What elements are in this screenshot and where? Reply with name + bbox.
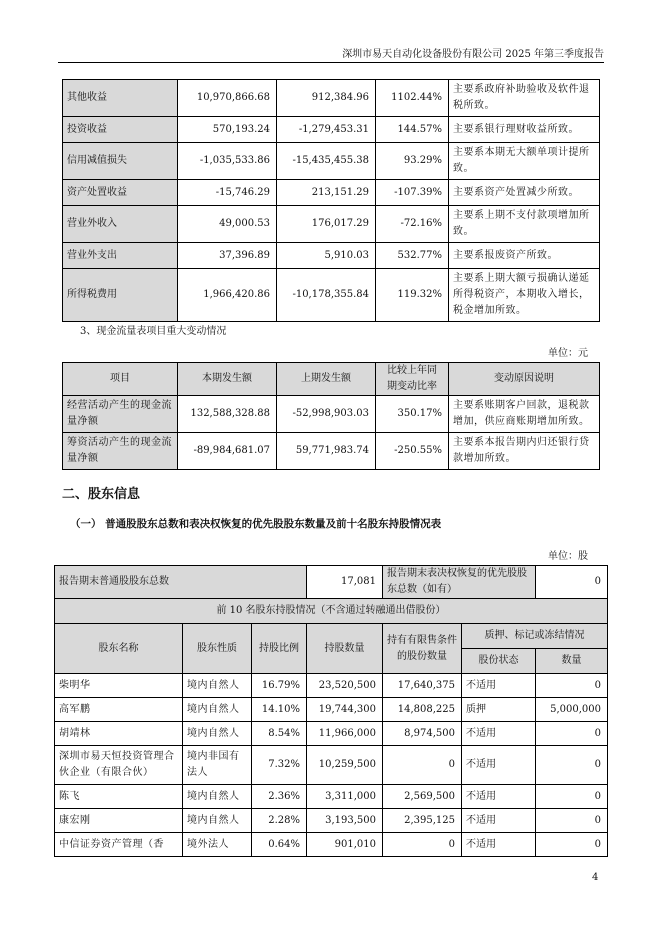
change-ratio: 93.29% bbox=[376, 143, 449, 180]
restricted-shares: 8,974,500 bbox=[383, 722, 462, 746]
change-reason: 主要系政府补助验收及软件退税所致。 bbox=[449, 80, 600, 117]
shareholder-name: 中信证券资产管理（香 bbox=[55, 833, 183, 857]
current-period-value: 37,396.89 bbox=[178, 243, 277, 269]
table-row bbox=[63, 269, 600, 322]
change-ratio: 119.32% bbox=[376, 269, 449, 322]
table-row bbox=[55, 746, 608, 785]
change-ratio: -72.16% bbox=[376, 206, 449, 243]
change-reason: 主要系银行理财收益所致。 bbox=[449, 117, 600, 143]
restricted-shares: 14,808,225 bbox=[383, 698, 462, 722]
shareholder-nature: 境内自然人 bbox=[183, 698, 252, 722]
table-row bbox=[63, 117, 600, 143]
col-header-current: 本期发生额 bbox=[178, 363, 277, 396]
shareholder-name: 高军鹏 bbox=[55, 698, 183, 722]
col-header-item: 项目 bbox=[63, 363, 178, 396]
prior-period-value: -52,998,903.03 bbox=[277, 396, 376, 433]
holding-ratio: 2.36% bbox=[252, 785, 307, 809]
holding-ratio: 7.32% bbox=[252, 746, 307, 785]
change-reason: 主要系报废资产所致。 bbox=[449, 243, 600, 269]
table-row bbox=[63, 143, 600, 180]
holding-shares: 10,259,500 bbox=[307, 746, 383, 785]
cashflow-unit: 单位：元 bbox=[548, 348, 588, 359]
restricted-shares: 0 bbox=[383, 833, 462, 857]
change-ratio: 532.77% bbox=[376, 243, 449, 269]
change-ratio: 144.57% bbox=[376, 117, 449, 143]
pledge-status: 不适用 bbox=[462, 809, 536, 833]
pledge-quantity: 5,000,000 bbox=[536, 698, 608, 722]
table-row bbox=[55, 809, 608, 833]
holding-shares: 19,744,300 bbox=[307, 698, 383, 722]
shareholder-name: 柴明华 bbox=[55, 674, 183, 698]
row-item-label: 信用减值损失 bbox=[63, 143, 178, 180]
change-ratio: -107.39% bbox=[376, 180, 449, 206]
restricted-shares: 2,569,500 bbox=[383, 785, 462, 809]
row-item-label: 营业外支出 bbox=[63, 243, 178, 269]
header-divider bbox=[58, 62, 604, 63]
pledge-status: 不适用 bbox=[462, 746, 536, 785]
table-row bbox=[55, 833, 608, 857]
table-row bbox=[55, 674, 608, 698]
table-row bbox=[63, 243, 600, 269]
holding-shares: 11,966,000 bbox=[307, 722, 383, 746]
restricted-shares: 0 bbox=[383, 746, 462, 785]
holding-shares: 3,193,500 bbox=[307, 809, 383, 833]
holding-ratio: 16.79% bbox=[252, 674, 307, 698]
shareholder-nature: 境外法人 bbox=[183, 833, 252, 857]
holding-ratio: 14.10% bbox=[252, 698, 307, 722]
prior-period-value: 59,771,983.74 bbox=[277, 433, 376, 470]
col-header-pledge: 质押、标记或冻结情况 bbox=[462, 624, 608, 649]
col-header-ratio: 持股比例 bbox=[252, 624, 307, 674]
current-period-value: 570,193.24 bbox=[178, 117, 277, 143]
row-item-label: 所得税费用 bbox=[63, 269, 178, 322]
current-period-value: 132,588,328.88 bbox=[178, 396, 277, 433]
change-ratio: 1102.44% bbox=[376, 80, 449, 117]
change-reason: 主要系账期客户回款，退税款增加，供应商账期增加所致。 bbox=[449, 396, 600, 433]
cashflow-table bbox=[62, 362, 600, 470]
pledge-status: 不适用 bbox=[462, 722, 536, 746]
pref-shareholders-value: 0 bbox=[536, 566, 608, 599]
change-reason: 主要系上期不支付款项增加所致。 bbox=[449, 206, 600, 243]
shareholder-nature: 境内非国有法人 bbox=[183, 746, 252, 785]
col-header-nature: 股东性质 bbox=[183, 624, 252, 674]
page-number: 4 bbox=[592, 872, 599, 883]
pledge-quantity: 0 bbox=[536, 746, 608, 785]
col-header-ratio: 比较上年同期变动比率 bbox=[376, 363, 449, 396]
shareholder-nature: 境内自然人 bbox=[183, 674, 252, 698]
row-item-label: 资产处置收益 bbox=[63, 180, 178, 206]
col-header-status: 股份状态 bbox=[462, 649, 536, 674]
prior-period-value: -1,279,453.31 bbox=[277, 117, 376, 143]
top10-title: 前 10 名股东持股情况（不含通过转融通出借股份） bbox=[55, 599, 608, 624]
pref-shareholders-label: 报告期末表决权恢复的优先股股东总数（如有） bbox=[383, 566, 536, 599]
table-row bbox=[63, 396, 600, 433]
pledge-quantity: 0 bbox=[536, 785, 608, 809]
total-shareholders-value: 17,081 bbox=[307, 566, 383, 599]
shareholders-table bbox=[54, 565, 608, 857]
table-row bbox=[63, 206, 600, 243]
holding-shares: 3,311,000 bbox=[307, 785, 383, 809]
shareholder-nature: 境内自然人 bbox=[183, 722, 252, 746]
table-row bbox=[55, 722, 608, 746]
current-period-value: -15,746.29 bbox=[178, 180, 277, 206]
change-reason: 主要系本期无大额单项计提所致。 bbox=[449, 143, 600, 180]
current-period-value: 49,000.53 bbox=[178, 206, 277, 243]
current-period-value: -1,035,533.86 bbox=[178, 143, 277, 180]
col-header-name: 股东名称 bbox=[55, 624, 183, 674]
row-item-label: 其他收益 bbox=[63, 80, 178, 117]
pledge-status: 不适用 bbox=[462, 785, 536, 809]
restricted-shares: 2,395,125 bbox=[383, 809, 462, 833]
table-row bbox=[63, 80, 600, 117]
col-header-prior: 上期发生额 bbox=[277, 363, 376, 396]
col-header-reason: 变动原因说明 bbox=[449, 363, 600, 396]
change-reason: 主要系资产处置减少所致。 bbox=[449, 180, 600, 206]
pledge-quantity: 0 bbox=[536, 674, 608, 698]
table-row bbox=[55, 698, 608, 722]
holding-ratio: 8.54% bbox=[252, 722, 307, 746]
subsection-title: （一） 普通股股东总数和表决权恢复的优先股股东数量及前十名股东持股情况表 bbox=[70, 518, 442, 530]
section-title: 二、股东信息 bbox=[62, 487, 141, 502]
shareholder-name: 陈飞 bbox=[55, 785, 183, 809]
row-item-label: 投资收益 bbox=[63, 117, 178, 143]
shareholders-unit: 单位：股 bbox=[548, 551, 588, 562]
pledge-status: 不适用 bbox=[462, 674, 536, 698]
prior-period-value: 176,017.29 bbox=[277, 206, 376, 243]
report-header: 深圳市易天自动化设备股份有限公司 2025 年第三季度报告 bbox=[342, 49, 604, 60]
current-period-value: -89,984,681.07 bbox=[178, 433, 277, 470]
holding-shares: 23,520,500 bbox=[307, 674, 383, 698]
change-ratio: -250.55% bbox=[376, 433, 449, 470]
change-reason: 主要系本报告期内归还银行贷款增加所致。 bbox=[449, 433, 600, 470]
prior-period-value: 5,910.03 bbox=[277, 243, 376, 269]
pledge-quantity: 0 bbox=[536, 809, 608, 833]
shareholder-nature: 境内自然人 bbox=[183, 785, 252, 809]
table-row bbox=[55, 785, 608, 809]
col-header-shares: 持股数量 bbox=[307, 624, 383, 674]
cashflow-caption: 3、现金流量表项目重大变动情况 bbox=[80, 326, 227, 337]
holding-ratio: 2.28% bbox=[252, 809, 307, 833]
pledge-status: 不适用 bbox=[462, 833, 536, 857]
pledge-quantity: 0 bbox=[536, 833, 608, 857]
prior-period-value: 912,384.96 bbox=[277, 80, 376, 117]
prior-period-value: 213,151.29 bbox=[277, 180, 376, 206]
current-period-value: 1,966,420.86 bbox=[178, 269, 277, 322]
total-shareholders-label: 报告期末普通股股东总数 bbox=[55, 566, 307, 599]
col-header-qty: 数量 bbox=[536, 649, 608, 674]
holding-shares: 901,010 bbox=[307, 833, 383, 857]
holding-ratio: 0.64% bbox=[252, 833, 307, 857]
pledge-status: 质押 bbox=[462, 698, 536, 722]
table-row bbox=[63, 180, 600, 206]
row-item-label: 营业外收入 bbox=[63, 206, 178, 243]
shareholder-name: 胡靖林 bbox=[55, 722, 183, 746]
prior-period-value: -10,178,355.84 bbox=[277, 269, 376, 322]
shareholder-nature: 境内自然人 bbox=[183, 809, 252, 833]
row-item-label: 筹资活动产生的现金流量净额 bbox=[63, 433, 178, 470]
income-items-table bbox=[62, 79, 600, 322]
table-row bbox=[63, 433, 600, 470]
change-ratio: 350.17% bbox=[376, 396, 449, 433]
shareholder-name: 康宏刚 bbox=[55, 809, 183, 833]
row-item-label: 经营活动产生的现金流量净额 bbox=[63, 396, 178, 433]
pledge-quantity: 0 bbox=[536, 722, 608, 746]
change-reason: 主要系上期大额亏损确认递延所得税资产，本期收入增长，税金增加所致。 bbox=[449, 269, 600, 322]
current-period-value: 10,970,866.68 bbox=[178, 80, 277, 117]
prior-period-value: -15,435,455.38 bbox=[277, 143, 376, 180]
shareholder-name: 深圳市易天恒投资管理合伙企业（有限合伙） bbox=[55, 746, 183, 785]
restricted-shares: 17,640,375 bbox=[383, 674, 462, 698]
col-header-restricted: 持有有限售条件的股份数量 bbox=[383, 624, 462, 674]
